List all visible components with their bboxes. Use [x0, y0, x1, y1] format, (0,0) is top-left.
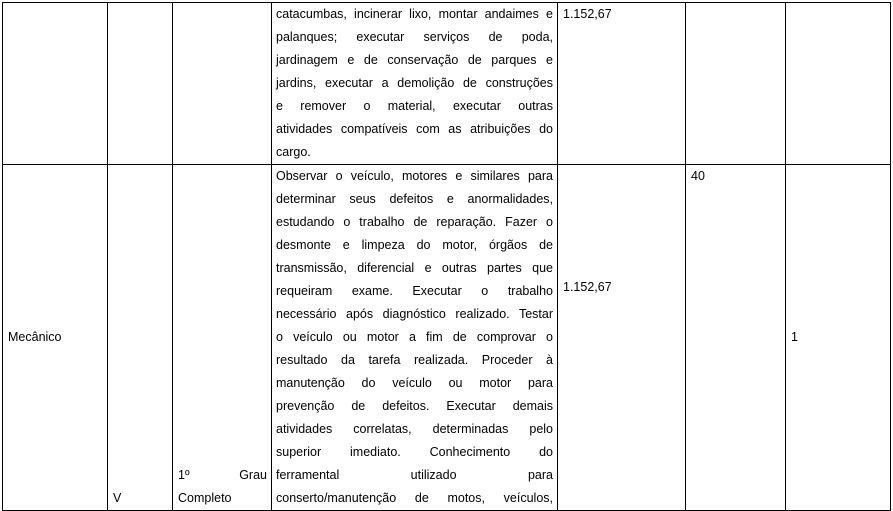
atribuicoes-line: determinar seus defeitos e anormalidades,	[276, 192, 553, 206]
atribuicoes-line: palanques; executar serviços de poda,	[276, 30, 553, 44]
atribuicoes-line: catacumbas, incinerar lixo, montar andaimes e	[276, 7, 553, 21]
atribuicoes-line: desmonte e limpeza do motor, órgãos de	[276, 238, 553, 252]
atribuicoes-line: requeiram exame. Executar o trabalho	[276, 284, 553, 298]
atribuicoes-line: necessário após diagnóstico realizado. Testar	[276, 307, 553, 321]
atribuicoes-line: Observar o veículo, motores e similares para	[276, 169, 553, 183]
atribuicoes-line: atividades compatíveis com as atribuições do	[276, 122, 553, 136]
atribuicoes-line: jardins, executar a demolição de construções	[276, 76, 553, 90]
table-row	[3, 165, 891, 511]
carga-horaria-cell: 40	[686, 165, 786, 511]
vagas-cell	[786, 3, 891, 165]
atribuicoes-cell	[272, 165, 558, 511]
escolaridade-cell	[173, 165, 272, 511]
atribuicoes-line: e remover o material, executar outras	[276, 99, 553, 113]
atribuicoes-line: ferramental utilizado para	[276, 468, 553, 482]
salario-cell: 1.152,67	[558, 3, 686, 165]
atribuicoes-line: atividades correlatas, determinadas pelo	[276, 422, 553, 436]
atribuicoes-line: jardinagem e de conservação de parques e	[276, 53, 553, 67]
atribuicoes-line: estudando o trabalho de reparação. Fazer o	[276, 215, 553, 229]
nivel-cell: V	[108, 165, 173, 511]
escolaridade-line: 1º Grau	[178, 468, 267, 482]
cargos-table	[2, 2, 891, 511]
atribuicoes-line: prevenção de defeitos. Executar demais	[276, 399, 553, 413]
escolaridade-cell	[173, 3, 272, 165]
atribuicoes-line: cargo.	[276, 145, 311, 159]
vagas-cell: 1	[786, 165, 891, 511]
table-row	[3, 3, 891, 165]
salario-cell: 1.152,67	[558, 165, 686, 511]
cargo-cell	[3, 3, 108, 165]
atribuicoes-line: conserto/manutenção de motos, veículos,	[276, 491, 553, 505]
atribuicoes-cell	[272, 3, 558, 165]
atribuicoes-line: transmissão, diferencial e outras partes que	[276, 261, 553, 275]
atribuicoes-line: resultado da tarefa realizada. Proceder à	[276, 353, 553, 367]
escolaridade-line: Completo	[178, 491, 232, 505]
atribuicoes-line: superior imediato. Conhecimento do	[276, 445, 553, 459]
atribuicoes-line: o veículo ou motor a fim de comprovar o	[276, 330, 553, 344]
carga-horaria-cell	[686, 3, 786, 165]
cargo-cell: Mecânico	[3, 165, 108, 511]
nivel-cell	[108, 3, 173, 165]
atribuicoes-line: manutenção do veículo ou motor para	[276, 376, 553, 390]
